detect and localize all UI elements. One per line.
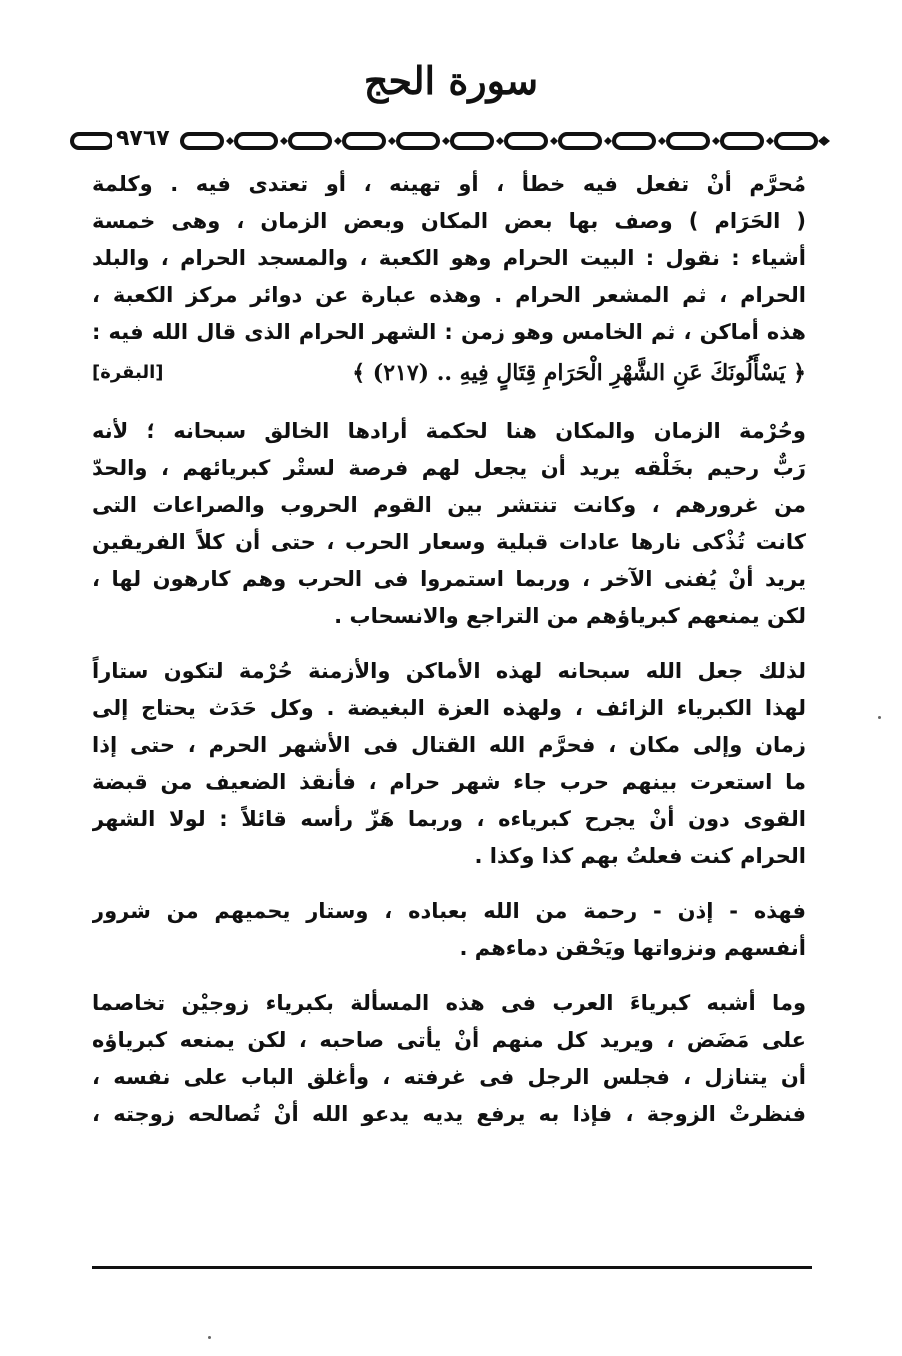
text-line: هذه أماكن ، ثم الخامس وهو زمن : الشهر الحرام الذى قال الله فيه : <box>92 320 806 344</box>
text-line: وما أشبه كبرياءَ العرب فى هذه المسألة بكبرياء زوجيْن تخاصما <box>92 991 806 1015</box>
quran-verse <box>92 351 806 395</box>
text-line: من غرورهم ، وكانت تنتشر بين القوم الحروب والصراعات التى <box>92 493 806 517</box>
text-line: الحرام كنت فعلتُ بهم كذا وكذا . <box>474 844 806 868</box>
text-line: يريد أنْ يُفنى الآخر ، وربما استمروا فى الحرب وهم كارهون لها ، <box>92 567 806 591</box>
text-line: لهذا الكبرياء الزائف ، ولهذه العزة البغيضة . وكل حَدَث يحتاج إلى <box>92 696 806 720</box>
paragraph-2 <box>92 413 806 635</box>
footer-rule <box>92 1266 812 1269</box>
paragraph-1 <box>92 166 806 395</box>
page-number: ٩٧٦٧ <box>112 124 174 154</box>
text-line: على مَضَض ، ويريد كل منهم أنْ يأتى صاحبه ، لكن يمنعه كبرياؤه <box>92 1028 806 1052</box>
paragraph-5 <box>92 985 806 1133</box>
text-line: رَبٌّ رحيم بخَلْقه يريد أن يجعل لهم فرصة لستْر كبريائهم ، والحدّ <box>92 456 806 480</box>
paragraph-4 <box>92 893 806 967</box>
text-line: أنفسهم ونزواتها ويَحْقن دماءهم . <box>459 936 806 960</box>
verse-reference: [البقرة] <box>92 362 164 383</box>
text-line: أشياء : نقول : البيت الحرام وهو الكعبة ، والمسجد الحرام ، والبلد <box>92 246 806 270</box>
text-line: أن يتنازل ، فجلس الرجل فى غرفته ، وأغلق الباب على نفسه ، <box>92 1065 806 1089</box>
text-line: فنظرتْ الزوجة ، فإذا به يرفع يديه يدعو الله أنْ تُصالحه زوجته ، <box>92 1102 806 1126</box>
text-line: مُحرَّم أنْ تفعل فيه خطأ ، أو تهينه ، أو تعتدى فيه . وكلمة <box>92 172 806 196</box>
text-line: القوى دون أنْ يجرح كبرياءه ، وربما هَزّ رأسه قائلاً : لولا الشهر <box>92 807 806 831</box>
verse-text: ﴿ يَسْأَلُونَكَ عَنِ الشَّهْرِ الْحَرَامِ قِتَالٍ فِيهِ .. (٢١٧) ﴾ <box>352 360 806 386</box>
scan-speck <box>878 716 881 719</box>
scan-speck <box>208 1336 211 1339</box>
text-line: الحرام ، ثم المشعر الحرام . وهذه عبارة عن دوائر مركز الكعبة ، <box>92 283 806 307</box>
text-line: لذلك جعل الله سبحانه لهذه الأماكن والأزمنة حُرْمة لتكون ستاراً <box>92 659 806 683</box>
text-line: لكن يمنعهم كبرياؤهم من التراجع والانسحاب . <box>334 604 806 628</box>
text-line: ما استعرت بينهم حرب جاء شهر حرام ، فأنقذ الضعيف من قبضة <box>92 770 806 794</box>
surah-title: سورة الحج <box>363 58 539 103</box>
ornament-border <box>68 130 832 152</box>
text-line: ( الحَرَام ) وصف بها بعض المكان وبعض الزمان ، وهى خمسة <box>92 209 806 233</box>
paragraph-3 <box>92 653 806 875</box>
body-text <box>92 166 806 1133</box>
text-line: فهذه - إذن - رحمة من الله بعباده ، وستار يحميهم من شرور <box>92 899 806 923</box>
text-line: زمان وإلى مكان ، فحرَّم الله القتال فى الأشهر الحرم ، حتى إذا <box>92 733 806 757</box>
text-line: وحُرْمة الزمان والمكان هنا لحكمة أرادها الخالق سبحانه ؛ لأنه <box>92 419 806 443</box>
text-line: كانت تُذْكى نارها عادات قبلية وسعار الحرب ، حتى أن كلاً الفريقين <box>92 530 806 554</box>
